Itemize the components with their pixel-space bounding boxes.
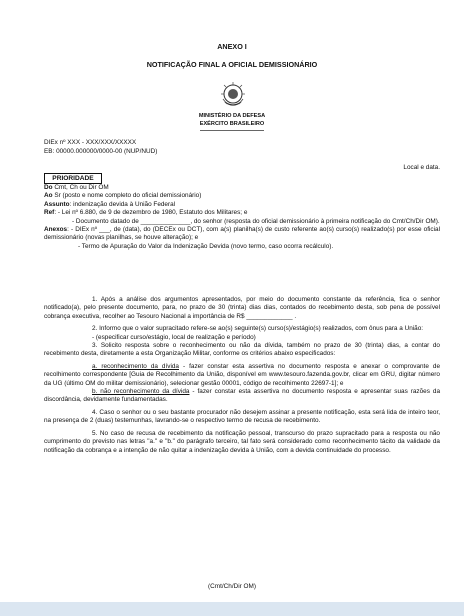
diex-reference: DIEx nº XXX - XXX/XXX/XXXXX [44, 139, 137, 146]
annexes-label: Anexos [44, 226, 68, 234]
priority-badge: PRIORIDADE [44, 173, 102, 184]
addressing-block [44, 184, 440, 251]
subject-label: Assunto [44, 200, 70, 208]
ministry-name: MINISTÉRIO DA DEFESA [198, 113, 266, 119]
from-line [44, 184, 440, 192]
to-line [44, 192, 440, 200]
place-date: Local e data. [403, 164, 440, 171]
annexes-line-1 [44, 226, 440, 243]
paragraph-1: 1. Após a análise dos argumentos apresentados, por meio do documento constante da referência, fica o senhor notificado(a), pelo presente documento, para, no prazo de 30 (trinta) dias dias, contados do recebimento desta, sob pena de possível cobrança executiva, recolher ao Tesouro Nacional a importância de R$ _____________ . [44, 296, 440, 320]
paragraph-3: 3. Solicito resposta sobre o reconhecimento ou não da dívida, também no prazo de 30 (trinta) dias, a contar do recebimento desta, diretamente a esta Organização Militar, conforme os critérios abaixo especificados: [44, 342, 440, 358]
paragraph-4: 4. Caso o senhor ou o seu bastante procurador não desejem assinar a presente notificação, esta será lida de inteiro teor, na presença de 2 (duas) testemunhas, lavrando-se o respectivo termo de recusa de recebimento. [44, 408, 440, 425]
from-label: Do [44, 184, 53, 191]
annex-heading: ANEXO I [217, 42, 247, 51]
to-value: Sr (posto e nome completo do oficial demissionário) [54, 192, 202, 200]
signature-line: (Cmt/Ch/Dir OM) [208, 583, 256, 590]
viewer-bottom-bar [0, 602, 464, 616]
ref-line-2: - Documento datado de ______________, do senhor (resposta do oficial demissionário à primeira notificação do Cmt/Ch/Dir OM). [72, 217, 440, 225]
to-label: Ao [44, 192, 53, 200]
paragraph-3a [44, 363, 440, 388]
ref-label: Ref [44, 209, 55, 217]
ref-value-1: : - Lei nº 6.880, de 9 de dezembro de 1980, Estatuto dos Militares; e [54, 209, 248, 217]
paragraph-3a-lead: a. reconhecimento da dívida [92, 362, 179, 370]
army-name: EXÉRCITO BRASILEIRO [199, 121, 265, 127]
coat-of-arms-icon [218, 80, 248, 110]
annexes-line-2: - Termo de Apuração do Valor da Indenização Devida (novo termo, caso ocorra recálculo). [78, 242, 334, 250]
subject-line [44, 201, 440, 209]
paragraph-2: 2. Informo que o valor supracitado refere-se ao(s) seguinte(s) curso(s)/estágio(s) realizados, com ônus para a União: [92, 325, 424, 333]
document-title: NOTIFICAÇÃO FINAL A OFICIAL DEMISSIONÁRIO [146, 60, 318, 69]
from-value: Cmt, Ch ou Dir OM [54, 184, 109, 191]
ref-line-1 [44, 209, 440, 217]
body-block [44, 296, 440, 455]
paragraph-3b-lead: b. não reconhecimento da dívida [92, 388, 190, 396]
annexes-value-1: : - DIEx nº ___, de (data), do (DECEx ou DCT), com a(s) planilha(s) de custo referente ao(s) curso(s) realizado(s) por esse oficial demissionário (novas planilhas, se houve alteração); e [44, 226, 440, 242]
paragraph-5: 5. No caso de recusa de recebimento da notificação pessoal, transcurso do prazo supracitado para a resposta ou não cumprimento do previsto nas letras "a." e "b." do parágrafo terceiro, tal fato será considerado como reconhecimento tácito da validade da notificação da cobrança e a intenção de não quitar a indenização devida à União, com a devida continuidade do processo. [44, 429, 440, 454]
subject-value: : indenização devida à União Federal [69, 200, 176, 208]
paragraph-3b-text: - fazer constar esta assertiva no documento resposta e apresentar suas razões da discordância, devidamente fundamentadas. [44, 388, 440, 404]
header-divider [200, 130, 264, 131]
paragraph-3a-text: - fazer constar esta assertiva no documento resposta e anexar o comprovante de recolhimento correspondente [Guia de Recolhimento da União, disponível em www.tesouro.fazenda.gov.br, clicar em GRU, digitar número da UG (último OM do militar demissionário), selecionar gestão 00001, código de recolhimento 22697-1]; e [44, 362, 440, 387]
paragraph-3b [44, 388, 440, 405]
eb-reference: EB: 00000.000000/0000-00 (NUP/NUD) [44, 148, 158, 155]
paragraph-2-item: - (especificar curso/estágio, local de realização e período) [92, 333, 256, 341]
